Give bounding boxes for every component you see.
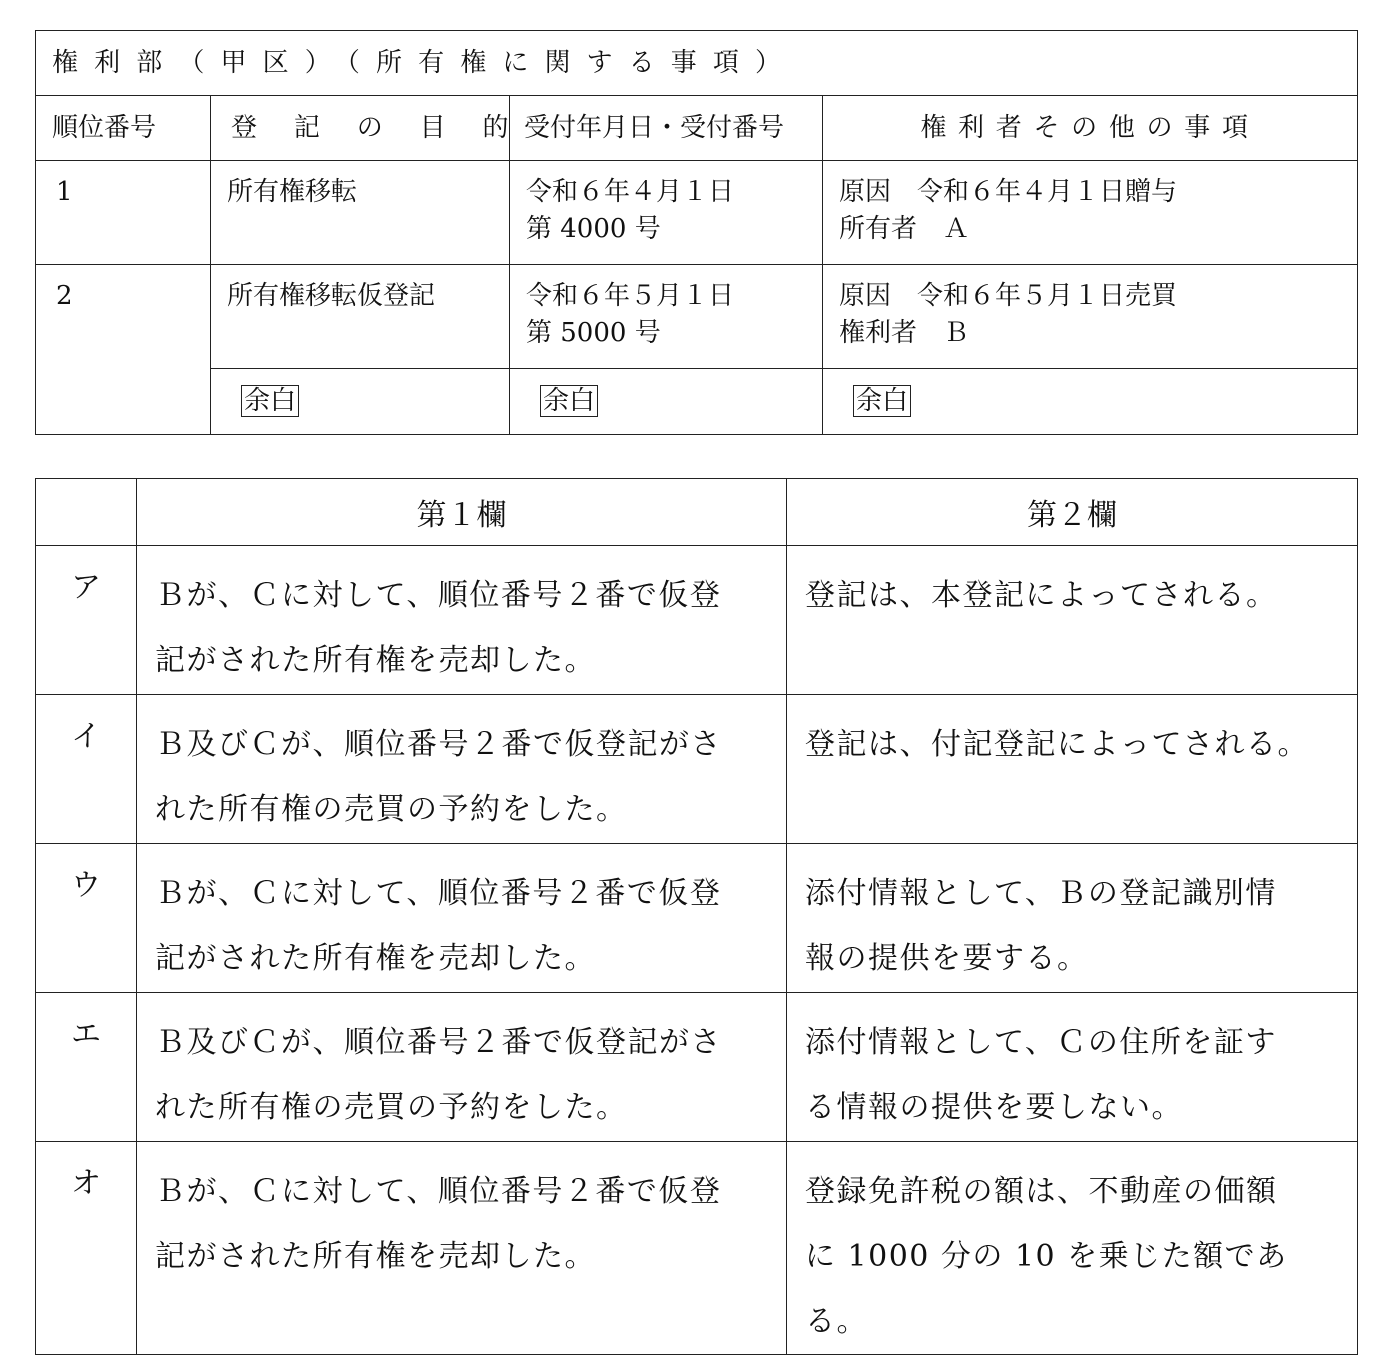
header-label	[36, 479, 137, 546]
option-col2-line: 添付情報として、Ｂの登記識別情	[805, 876, 1277, 911]
option-col1	[137, 1142, 787, 1355]
option-col2-line: 添付情報として、Ｃの住所を証す	[805, 1025, 1277, 1060]
registry-blank-row	[36, 369, 1358, 435]
header-date: 受付年月日・受付番号	[510, 96, 823, 161]
blank-box: 余白	[540, 385, 598, 417]
option-row	[36, 844, 1358, 993]
row-cause: 原因 令和６年５月１日売買	[839, 281, 1178, 311]
row-holder: 権利者 Ｂ	[839, 318, 970, 348]
header-purpose: 登 記 の 目 的	[211, 96, 510, 161]
option-col2-line: 登記は、付記登記によってされる。	[805, 727, 1309, 762]
row-date: 令和６年４月１日	[526, 177, 735, 207]
option-col1-line: 記がされた所有権を売却した。	[155, 1239, 596, 1274]
option-col1	[137, 695, 787, 844]
row-rank: 2	[36, 265, 211, 435]
header-rank: 順位番号	[36, 96, 211, 161]
row-number: 第 5000 号	[526, 318, 661, 348]
option-col2-line: 登録免許税の額は、不動産の価額	[805, 1174, 1278, 1209]
row-date-cell	[510, 265, 823, 369]
row-date: 令和６年５月１日	[526, 281, 735, 311]
row-other-cell	[823, 161, 1358, 265]
option-row	[36, 1142, 1358, 1355]
header-other: 権利者その他の事項	[823, 96, 1358, 161]
option-label: ウ	[36, 844, 137, 993]
option-col2	[787, 844, 1358, 993]
registry-header-row	[36, 96, 1358, 161]
option-col2	[787, 993, 1358, 1142]
option-col1-line: れた所有権の売買の予約をした。	[155, 1090, 628, 1125]
option-label: ア	[36, 546, 137, 695]
option-col1-line: Ｂが、Ｃに対して、順位番号２番で仮登	[155, 876, 722, 911]
row-rank: 1	[36, 161, 211, 265]
row-purpose: 所有権移転仮登記	[211, 265, 510, 369]
header-col2: 第２欄	[787, 479, 1358, 546]
row-holder: 所有者 Ａ	[839, 214, 970, 244]
option-col2-line: 登記は、本登記によってされる。	[805, 578, 1278, 613]
row-date-cell	[510, 161, 823, 265]
blank-cell	[510, 369, 823, 435]
blank-cell	[211, 369, 510, 435]
option-col1-line: 記がされた所有権を売却した。	[155, 643, 596, 678]
option-col1	[137, 993, 787, 1142]
option-col1	[137, 844, 787, 993]
header-col1: 第１欄	[137, 479, 787, 546]
option-row	[36, 695, 1358, 844]
option-col1	[137, 546, 787, 695]
option-label: オ	[36, 1142, 137, 1355]
option-col2-line: 報の提供を要する。	[805, 941, 1089, 976]
option-col2	[787, 1142, 1358, 1355]
registry-title: 権利部（甲区）（所有権に関する事項）	[36, 31, 1358, 96]
option-col2-line: に 1000 分の 10 を乗じた額である。	[805, 1239, 1288, 1339]
blank-box: 余白	[853, 385, 911, 417]
option-col1-line: Ｂが、Ｃに対して、順位番号２番で仮登	[155, 578, 722, 613]
registry-row	[36, 265, 1358, 369]
row-other-cell	[823, 265, 1358, 369]
row-number: 第 4000 号	[526, 214, 661, 244]
options-header-row	[36, 479, 1358, 546]
row-purpose: 所有権移転	[211, 161, 510, 265]
option-row	[36, 546, 1358, 695]
option-col2	[787, 695, 1358, 844]
options-table	[35, 478, 1358, 1355]
option-row	[36, 993, 1358, 1142]
option-col2	[787, 546, 1358, 695]
option-col1-line: Ｂ及びＣが、順位番号２番で仮登記がさ	[155, 727, 722, 762]
option-label: イ	[36, 695, 137, 844]
registry-row	[36, 161, 1358, 265]
option-col1-line: 記がされた所有権を売却した。	[155, 941, 596, 976]
option-col1-line: れた所有権の売買の予約をした。	[155, 792, 628, 827]
option-col2-line: る情報の提供を要しない。	[805, 1090, 1183, 1125]
blank-box: 余白	[241, 385, 299, 417]
row-cause: 原因 令和６年４月１日贈与	[839, 177, 1178, 207]
option-col1-line: Ｂが、Ｃに対して、順位番号２番で仮登	[155, 1174, 722, 1209]
option-col1-line: Ｂ及びＣが、順位番号２番で仮登記がさ	[155, 1025, 722, 1060]
registry-table	[35, 30, 1358, 435]
option-label: エ	[36, 993, 137, 1142]
blank-cell	[823, 369, 1358, 435]
